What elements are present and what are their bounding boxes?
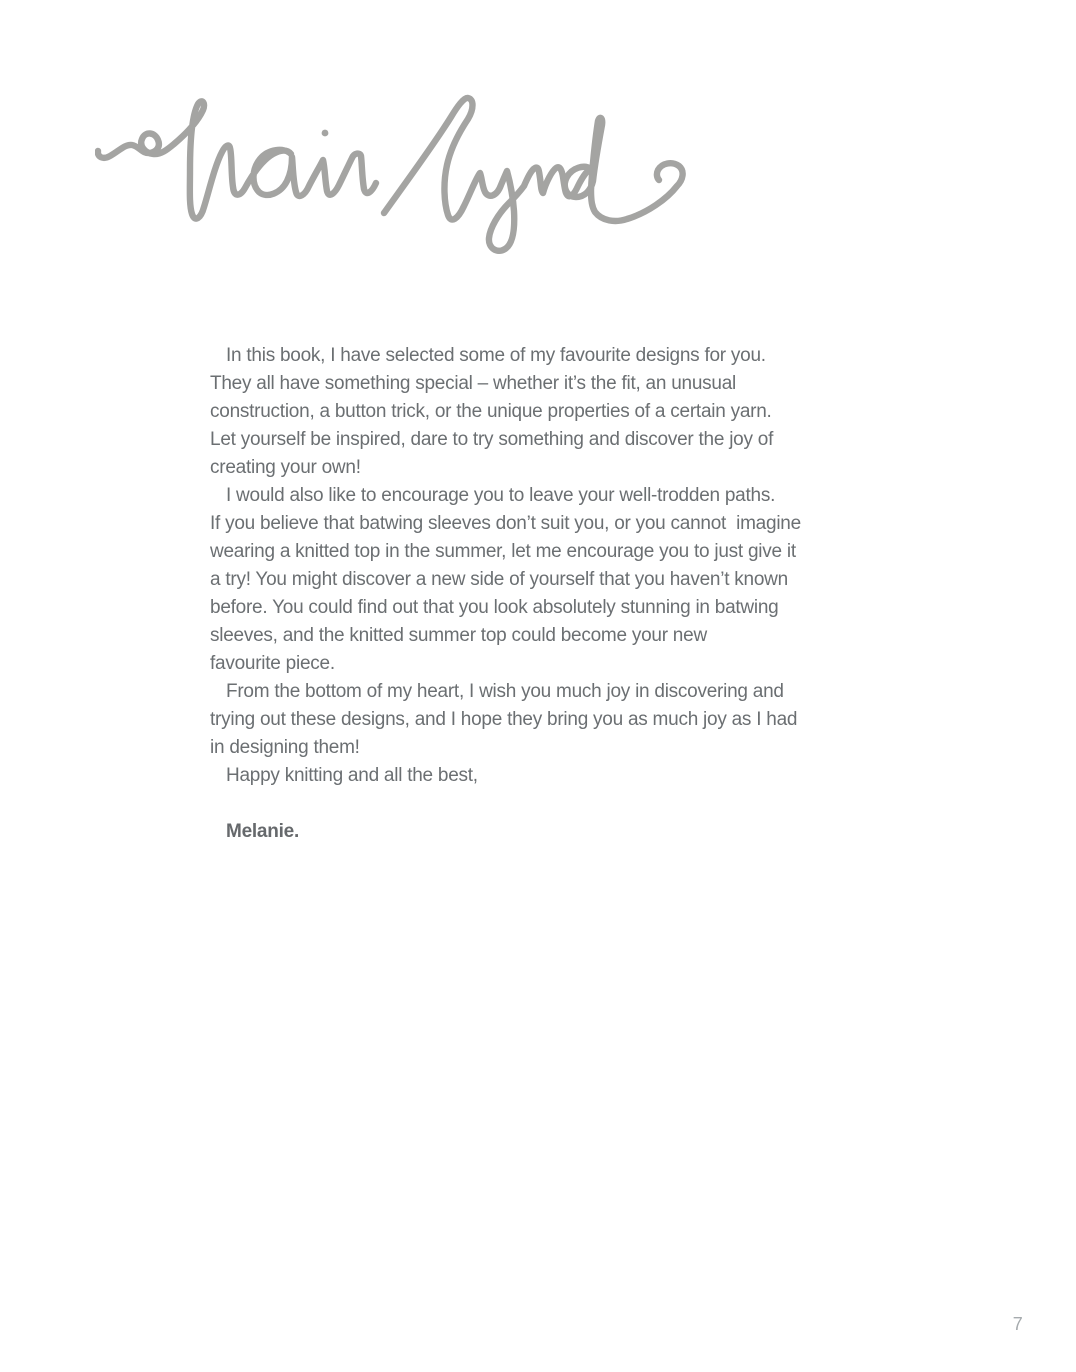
letter-line: before. You could find out that you look absolutely stunning in batwing [210, 597, 779, 618]
letter-line: I would also like to encourage you to leave your well-trodden paths. [226, 485, 776, 506]
mairlynd-logo [95, 85, 695, 260]
letter-line: construction, a button trick, or the unique properties of a certain yarn. [210, 401, 772, 422]
letter-line: creating your own! [210, 457, 361, 478]
letter-line: Happy knitting and all the best, [226, 765, 478, 786]
letter-line: a try! You might discover a new side of yourself that you haven’t known [210, 569, 788, 590]
letter-line: wearing a knitted top in the summer, let me encourage you to just give it [210, 541, 796, 562]
logo-stroke-lynd [384, 98, 683, 251]
letter-line: favourite piece. [210, 653, 335, 674]
page-number: 7 [1012, 1314, 1024, 1334]
letter-line: in designing them! [210, 737, 360, 758]
logo-i-dot [322, 130, 329, 137]
letter-line: They all have something special – whether it’s the fit, an unusual [210, 373, 737, 394]
letter-line: If you believe that batwing sleeves don’t suit you, or you cannot imagine [210, 513, 801, 534]
mairlynd-script-logo-icon [95, 85, 695, 260]
introduction-letter [210, 342, 890, 846]
letter-line: In this book, I have selected some of my favourite designs for you. [226, 345, 766, 366]
logo-stroke-mair [98, 101, 376, 218]
letter-line: sleeves, and the knitted summer top could become your new [210, 625, 707, 646]
letter-line: Let yourself be inspired, dare to try something and discover the joy of [210, 429, 774, 450]
letter-line: From the bottom of my heart, I wish you much joy in discovering and [226, 681, 784, 702]
signature: Melanie. [226, 821, 299, 842]
letter-line: trying out these designs, and I hope they bring you as much joy as I had [210, 709, 798, 730]
